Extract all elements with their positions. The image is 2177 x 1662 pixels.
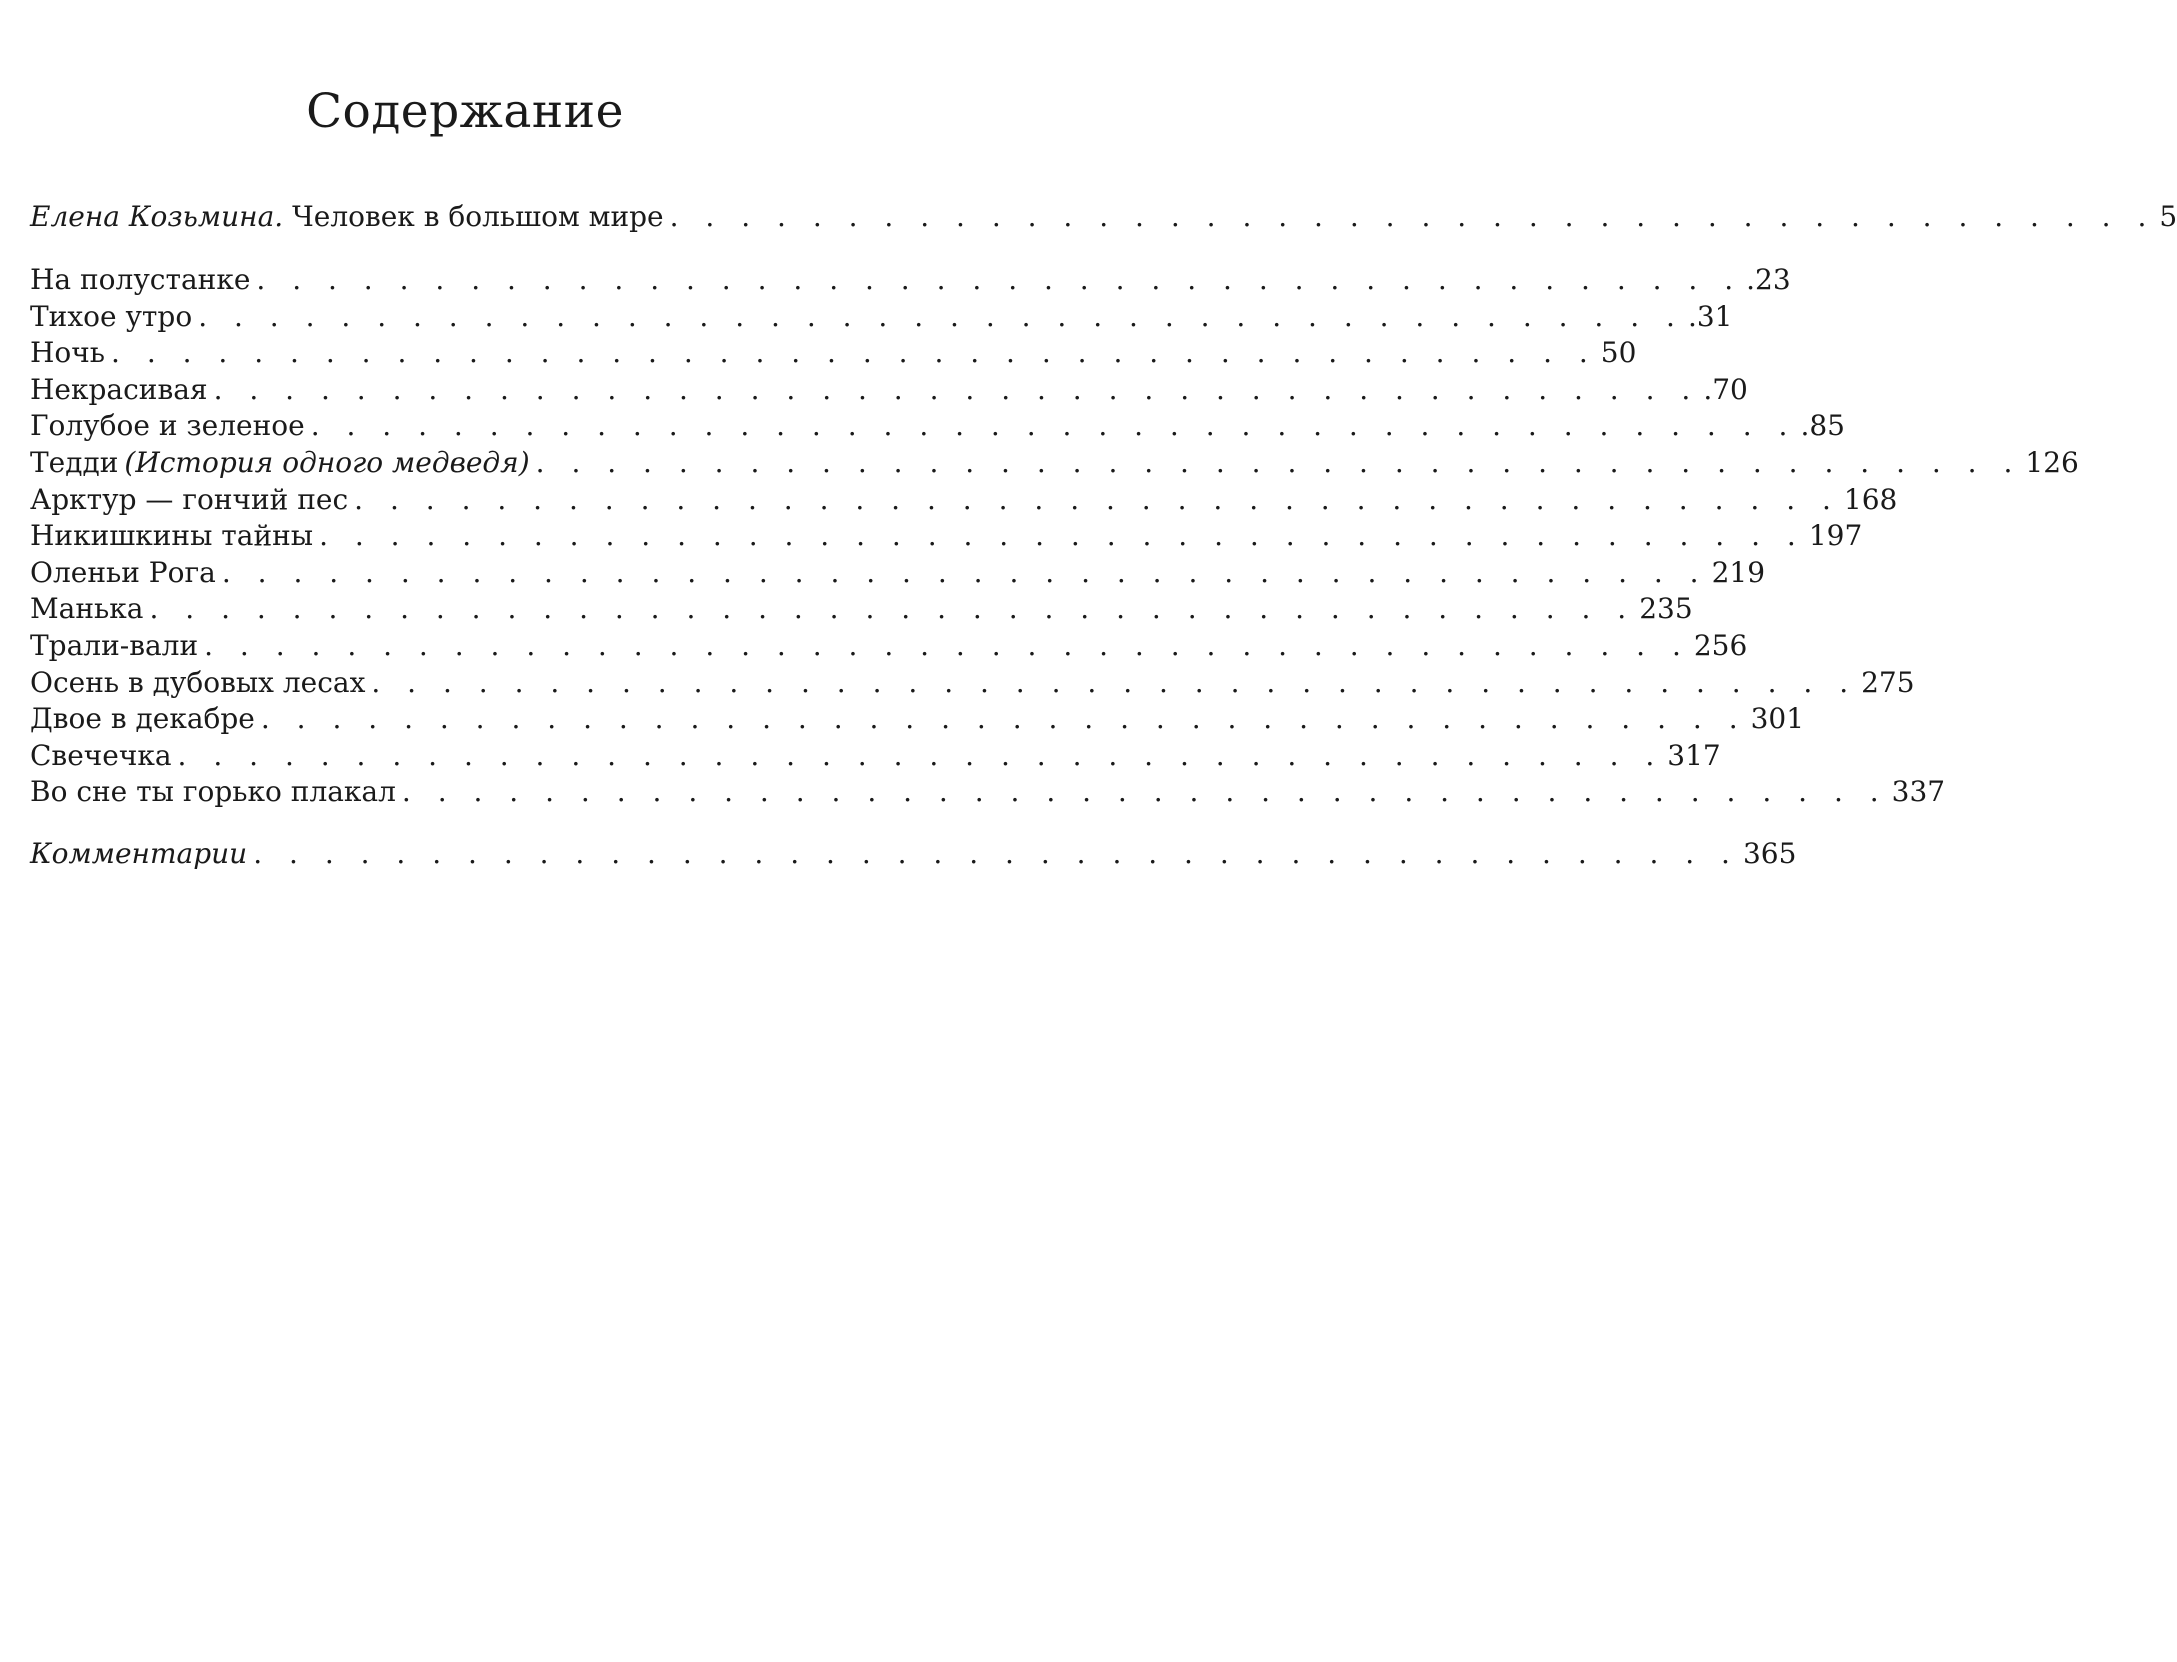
dot-leader: . . . . . . . . . . . . . . . . . . . . . . . . . . . . . . . . . . . . . . . . . .: [204, 628, 1690, 662]
toc-page-number: 365: [1742, 837, 1797, 870]
toc-entry: [30, 774, 1946, 811]
story-title: Свечечка: [30, 738, 172, 772]
toc-entry: [30, 335, 1637, 372]
toc-entry-label: [30, 591, 149, 628]
toc-page-number: 317: [1667, 738, 1721, 772]
toc-entry: [30, 372, 1748, 409]
toc-entry: [30, 482, 1898, 519]
toc-page-number: 197: [1808, 519, 1863, 553]
dot-leader: . . . . . . . . . . . . . . . . . . . . . . . . . . . . . . . . . . . . . . . . . .: [319, 519, 1805, 553]
toc-page-number: .70: [1703, 372, 1748, 406]
toc-entry-label: [30, 199, 670, 236]
toc-entry: [30, 445, 2079, 482]
toc-entry: [30, 299, 1733, 336]
toc-page-number: .85: [1800, 409, 1845, 443]
toc-page-number: 337: [1891, 775, 1946, 809]
story-title: Арктур — гончий пес: [30, 482, 349, 516]
story-title: Голубое и зеленое: [30, 409, 305, 443]
story-title: Осень в дубовых лесах: [30, 665, 366, 699]
dot-leader: . . . . . . . . . . . . . . . . . . . . . . . . . . . . . . . . . . . . . . . . . .: [149, 592, 1636, 626]
story-title: Трали-вали: [30, 628, 199, 662]
toc-page-number: 168: [1843, 482, 1898, 516]
story-title: Никишкины тайны: [30, 519, 314, 553]
toc-entry-label: [30, 555, 222, 592]
dot-leader: . . . . . . . . . . . . . . . . . . . . . . . . . . . . . . . . . . . . . . . . . .: [177, 738, 1664, 772]
toc-page-number: .31: [1687, 299, 1733, 333]
toc-entry-label: [30, 665, 371, 702]
toc-entry-label: [30, 628, 204, 665]
toc-intro-section: [30, 199, 2177, 236]
toc-entry: [30, 701, 1805, 738]
story-title: Тедди: [30, 445, 119, 479]
toc-page-number: 301: [1750, 702, 1805, 736]
dot-leader: . . . . . . . . . . . . . . . . . . . . . . . . . . . . . . . . . . . . . . . . . .: [310, 409, 1797, 443]
story-title: Во сне ты горько плакал: [30, 775, 396, 809]
story-title: На полустанке: [30, 263, 251, 296]
toc-entry-label: [30, 738, 178, 775]
dot-leader: . . . . . . . . . . . . . . . . . . . . . . . . . . . . . . . . . . . . . . . . . .: [221, 555, 1708, 589]
dot-leader: . . . . . . . . . . . . . . . . . . . . . . . . . . . . . . . . . . . . . . . . . .: [669, 200, 2156, 233]
dot-leader: . . . . . . . . . . . . . . . . . . . . . . . . . . . . . . . . . . . . . . . . . .: [354, 482, 1840, 516]
toc-entry-label: [30, 262, 256, 299]
toc-entry-label: [30, 408, 311, 445]
intro-title: Человек в большом мире: [292, 200, 664, 233]
dot-leader: . . . . . . . . . . . . . . . . . . . . . . . . . . . . . . . . . . . . . . . . . .: [111, 336, 1597, 370]
toc-entry: [30, 738, 1721, 775]
toc-entry-label: [30, 335, 111, 372]
toc-page-number: 5: [2159, 200, 2177, 233]
story-title: Тихое утро: [30, 299, 193, 333]
toc-page-number: 50: [1600, 336, 1637, 370]
toc-entry: [30, 591, 1693, 628]
toc-page-number: .23: [1746, 263, 1791, 296]
toc-page-number: 126: [2025, 445, 2079, 479]
toc-entry-label: [30, 482, 354, 519]
toc-entry-label: [30, 372, 214, 409]
toc-entry-label: [30, 774, 402, 811]
toc-entry: [30, 665, 1915, 702]
dot-leader: . . . . . . . . . . . . . . . . . . . . . . . . . . . . . . . . . . . . . . . . . .: [198, 299, 1684, 333]
dot-leader: . . . . . . . . . . . . . . . . . . . . . . . . . . . . . . . . . . . . . . . . . .: [535, 445, 2022, 479]
toc-entry: [30, 518, 1863, 555]
toc-comments-section: [30, 836, 1797, 873]
toc-stories-section: [30, 262, 2079, 811]
dot-leader: . . . . . . . . . . . . . . . . . . . . . . . . . . . . . . . . . . . . . . . . . .: [371, 665, 1858, 699]
toc-page-number: 275: [1861, 665, 1915, 699]
story-title: Ночь: [30, 336, 106, 370]
toc-entry-intro: [30, 199, 2177, 236]
toc-entry: [30, 408, 1845, 445]
toc-entry-label: [30, 701, 261, 738]
dot-leader: . . . . . . . . . . . . . . . . . . . . . . . . . . . . . . . . . . . . . . . . . .: [260, 702, 1747, 736]
page-title: Содержание: [306, 84, 624, 139]
dot-leader: . . . . . . . . . . . . . . . . . . . . . . . . . . . . . . . . . . . . . . . . . .: [401, 775, 1888, 809]
toc-entry-label: [30, 445, 536, 482]
story-title: Манька: [30, 592, 144, 626]
toc-entry: [30, 262, 1791, 299]
dot-leader: . . . . . . . . . . . . . . . . . . . . . . . . . . . . . . . . . . . . . . . . . .: [256, 263, 1743, 296]
toc-entry-label: [30, 299, 198, 336]
toc-page-number: 256: [1693, 628, 1748, 662]
toc-page-number: 219: [1711, 555, 1766, 589]
toc-entry: [30, 555, 1766, 592]
dot-leader: . . . . . . . . . . . . . . . . . . . . . . . . . . . . . . . . . . . . . . . . . .: [253, 837, 1739, 870]
toc-entry-label: [30, 518, 319, 555]
story-title: Двое в декабре: [30, 702, 255, 736]
story-subtitle: (История одного медведя): [124, 445, 530, 479]
toc-entry: [30, 628, 1748, 665]
toc-entry-comments: [30, 836, 1797, 873]
story-title: Оленьи Рога: [30, 555, 216, 589]
intro-author: Елена Козьмина.: [30, 200, 284, 233]
comments-title: Комментарии: [30, 837, 248, 870]
dot-leader: . . . . . . . . . . . . . . . . . . . . . . . . . . . . . . . . . . . . . . . . . .: [213, 372, 1700, 406]
toc-page-number: 235: [1639, 592, 1693, 626]
story-title: Некрасивая: [30, 372, 208, 406]
